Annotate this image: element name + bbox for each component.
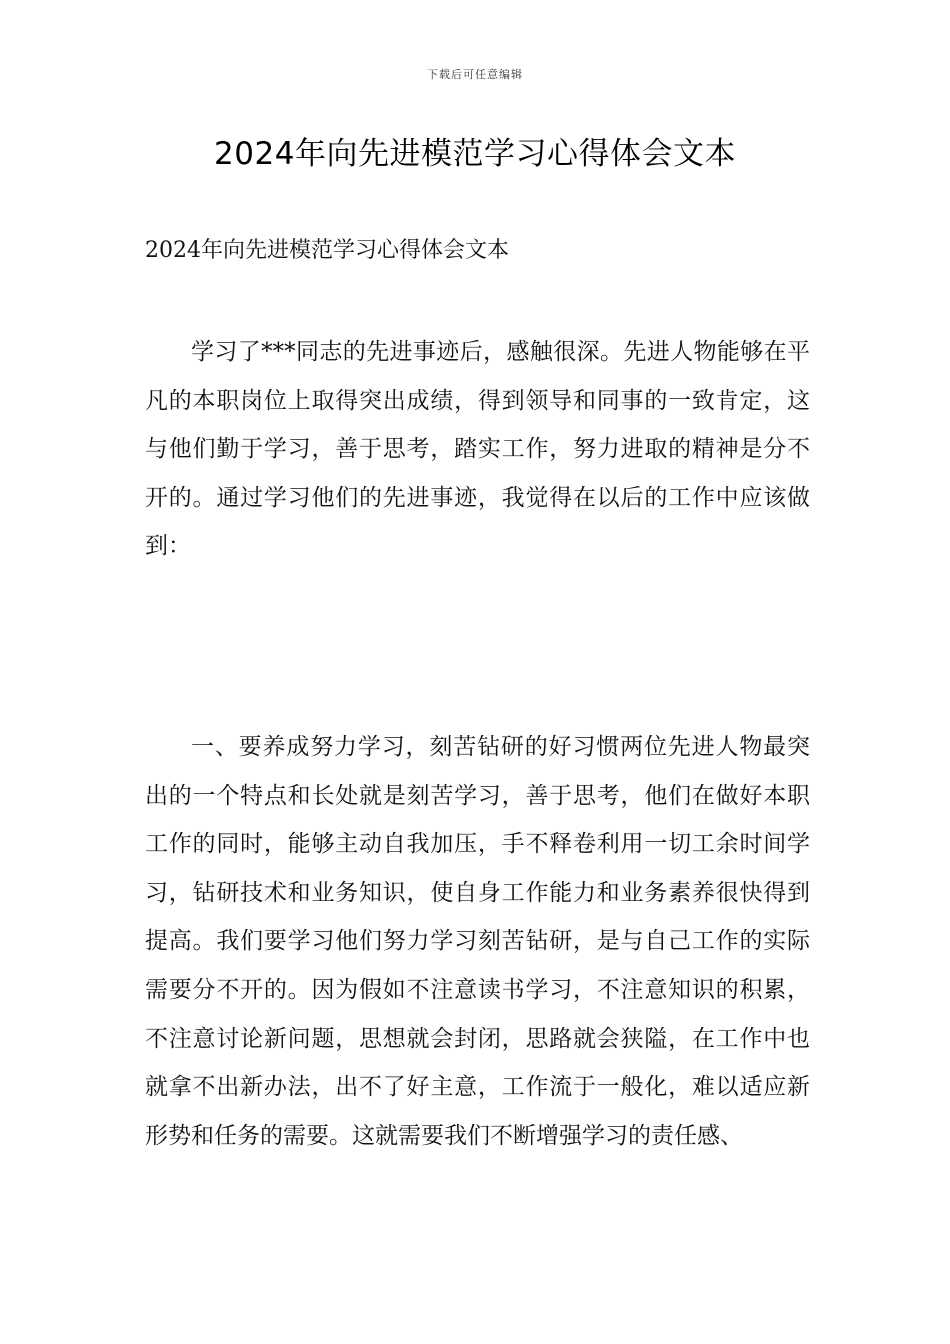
paragraph-intro: 学习了***同志的先进事迹后，感触很深。先进人物能够在平凡的本职岗位上取得突出成绩，得到领导和同事的一致肯定，这与他们勤于学习，善于思考，踏实工作，努力进取的精神是分不开的。通过学习他们的先进事迹，我觉得在以后的工作中应该做到： (145, 339, 810, 560)
document-subtitle: 2024年向先进模范学习心得体会文本 (145, 238, 509, 263)
paragraph-section-one: 一、要养成努力学习，刻苦钻研的好习惯两位先进人物最突出的一个特点和长处就是刻苦学习，善于思考，他们在做好本职工作的同时，能够主动自我加压，手不释卷利用一切工余时间学习，钻研技术和业务知识，使自身工作能力和业务素养很快得到提高。我们要学习他们努力学习刻苦钻研，是与自己工作的实际需要分不开的。因为假如不注意读书学习，不注意知识的积累，不注意讨论新问题，思想就会封闭，思路就会狭隘，在工作中也就拿不出新办法，出不了好主意，工作流于一般化，难以适应新形势和任务的需要。这就需要我们不断增强学习的责任感、 (145, 734, 810, 1149)
document-title: 2024年向先进模范学习心得体会文本 (214, 136, 736, 172)
header-note: 下载后可任意编辑 (427, 68, 523, 81)
